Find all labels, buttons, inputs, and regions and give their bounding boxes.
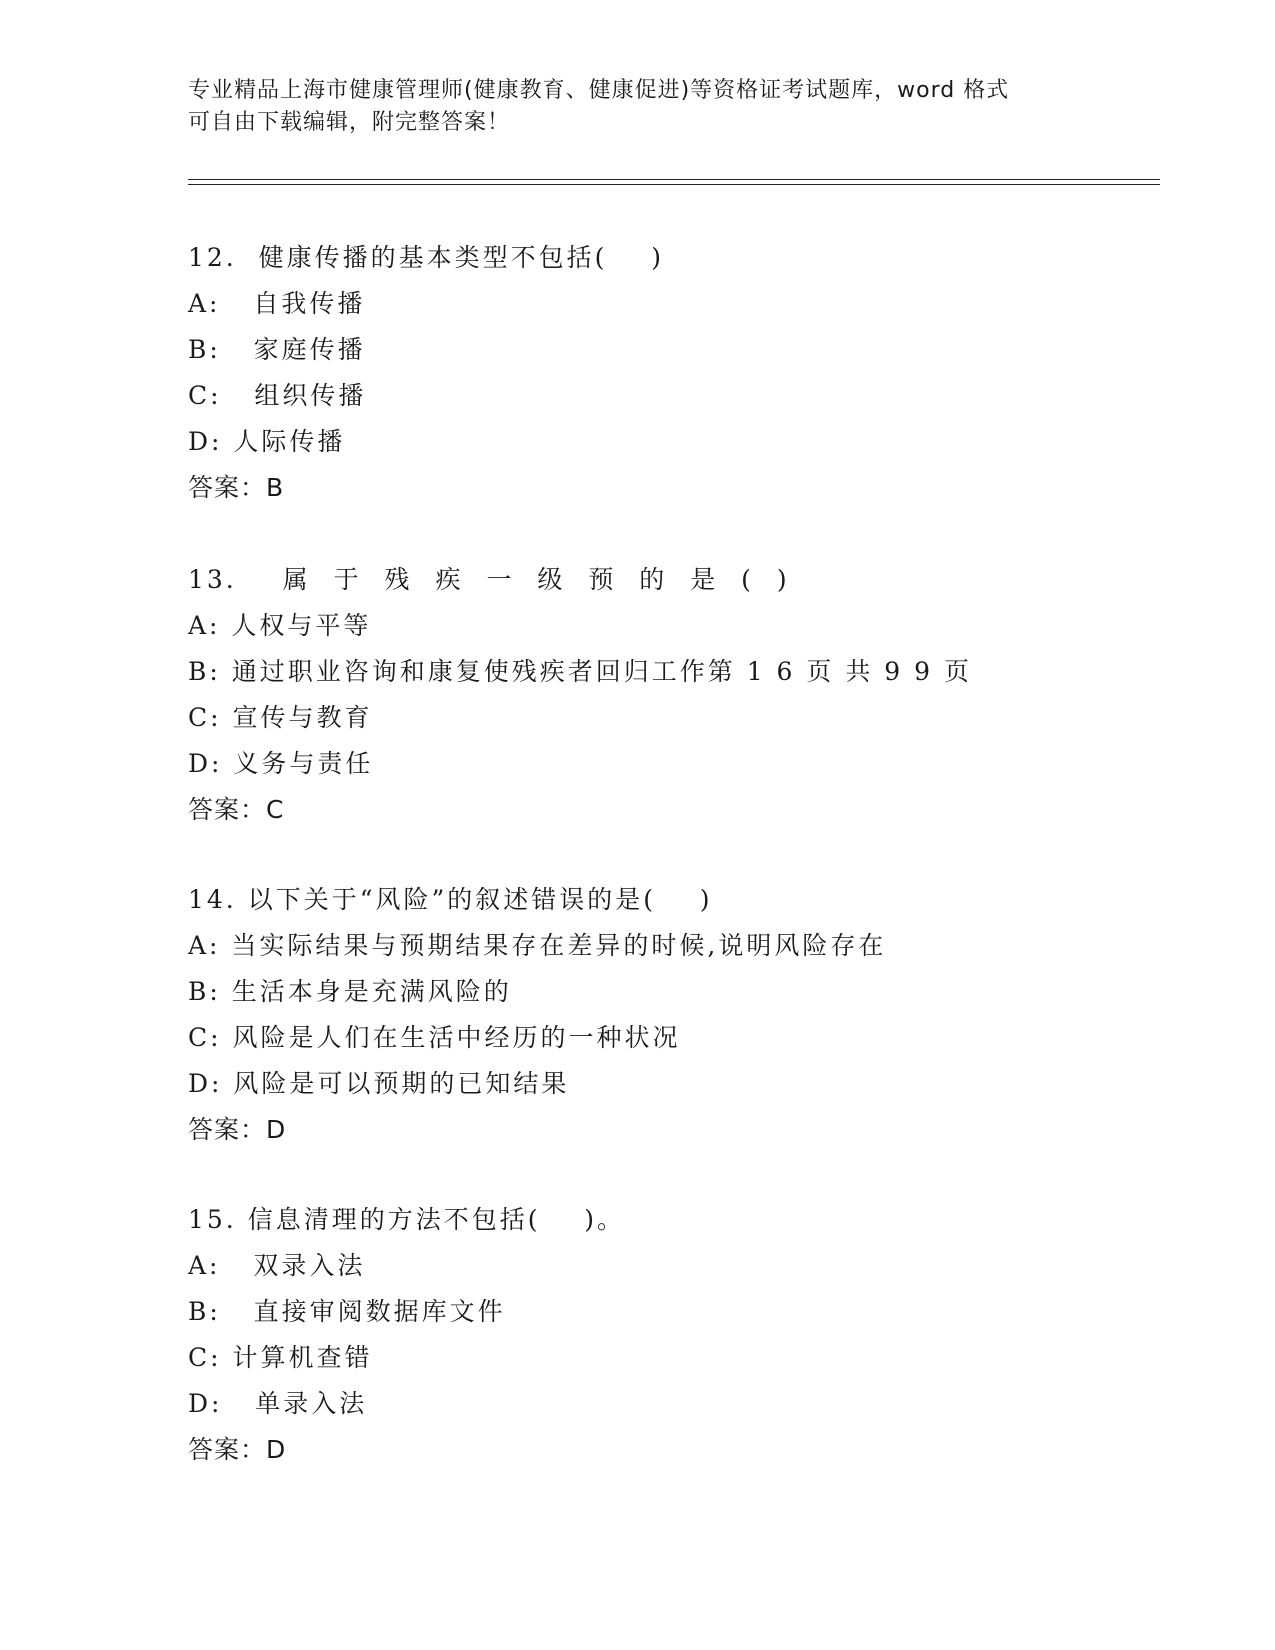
option-c: C: 风险是人们在生活中经历的一种状况	[188, 1023, 681, 1052]
option-a: A: 人权与平等	[188, 611, 372, 640]
question-stem: 12. 健康传播的基本类型不包括( )	[188, 243, 664, 272]
question-stem: 14. 以下关于“风险”的叙述错误的是( )	[188, 885, 713, 914]
question-12	[188, 235, 1188, 511]
answer-label: 答案：B	[188, 473, 285, 502]
option-d: D: 义务与责任	[188, 749, 374, 778]
question-stem: 13. 属 于 残 疾 一 级 预 的 是 ( )	[188, 565, 790, 594]
option-c: C: 计算机查错	[188, 1343, 373, 1372]
header-divider-bottom	[188, 184, 1160, 185]
option-a: A: 自我传播	[188, 289, 366, 318]
header-divider-top	[188, 179, 1160, 180]
option-b: B: 直接审阅数据库文件	[188, 1297, 506, 1326]
option-b: B: 通过职业咨询和康复使残疾者回归工作第 1 6 页 共 9 9 页	[188, 657, 972, 686]
question-14	[188, 877, 1188, 1153]
question-13	[188, 557, 1188, 833]
question-stem: 15. 信息清理的方法不包括( )。	[188, 1205, 626, 1234]
question-15	[188, 1197, 1188, 1473]
option-c: C: 组织传播	[188, 381, 367, 410]
header-line-1: 专业精品上海市健康管理师(健康教育、健康促进)等资格证考试题库，word 格式	[188, 78, 1010, 103]
option-d: D: 人际传播	[188, 427, 346, 456]
answer-label: 答案：D	[188, 1435, 287, 1464]
header-line-2: 可自由下载编辑，附完整答案！	[188, 110, 511, 135]
option-a: A: 双录入法	[188, 1251, 366, 1280]
option-b: B: 生活本身是充满风险的	[188, 977, 512, 1006]
option-d: D: 单录入法	[188, 1389, 368, 1418]
answer-label: 答案：D	[188, 1115, 287, 1144]
option-a: A: 当实际结果与预期结果存在差异的时候,说明风险存在	[188, 931, 887, 960]
option-c: C: 宣传与教育	[188, 703, 373, 732]
option-b: B: 家庭传播	[188, 335, 366, 364]
document-header	[188, 75, 1088, 139]
answer-label: 答案：C	[188, 795, 285, 824]
option-d: D: 风险是可以预期的已知结果	[188, 1069, 570, 1098]
